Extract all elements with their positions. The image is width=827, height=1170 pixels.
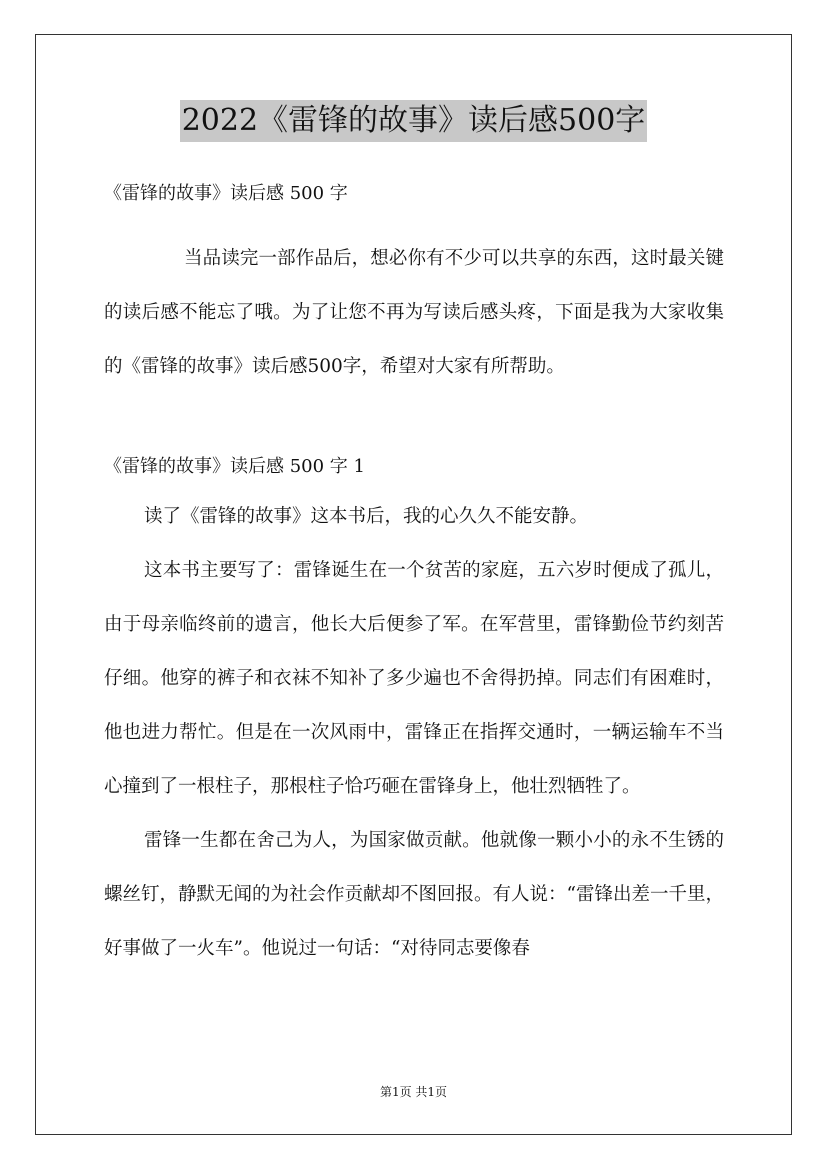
- document-title: 2022《雷锋的故事》读后感500字: [180, 100, 648, 142]
- title-container: [0, 100, 827, 142]
- body-paragraph-2: 这本书主要写了：雷锋诞生在一个贫苦的家庭，五六岁时便成了孤儿，由于母亲临终前的遗言，他长大后便参了军。在军营里，雷锋勤俭节约刻苦仔细。他穿的裤子和衣袜不知补了多少遍也不舍得扔掉。同志们有困难时，他也进力帮忙。但是在一次风雨中，雷锋正在指挥交通时，一辆运输车不当心撞到了一根柱子，那根柱子恰巧砸在雷锋身上，他壮烈牺牲了。: [104, 560, 724, 797]
- body-paragraph-3: 雷锋一生都在舍己为人，为国家做贡献。他就像一颗小小的永不生锈的螺丝钉，静默无闻的为社会作贡献却不图回报。有人说：“雷锋出差一千里，好事做了一火车”。他说过一句话：“对待同志要像春: [104, 830, 724, 959]
- section-heading: 《雷锋的故事》读后感 500 字 1: [104, 456, 365, 477]
- page-number-footer: 第1页 共1页: [379, 1085, 448, 1099]
- intro-paragraph: 当品读完一部作品后，想必你有不少可以共享的东西，这时最关键的读后感不能忘了哦。为了让您不再为写读后感头疼，下面是我为大家收集的《雷锋的故事》读后感500字，希望对大家有所帮助。: [104, 248, 724, 377]
- document-subtitle: 《雷锋的故事》读后感 500 字: [104, 183, 348, 204]
- body-paragraph-1: 读了《雷锋的故事》这本书后，我的心久久不能安静。: [144, 506, 589, 527]
- body-text: [104, 490, 724, 976]
